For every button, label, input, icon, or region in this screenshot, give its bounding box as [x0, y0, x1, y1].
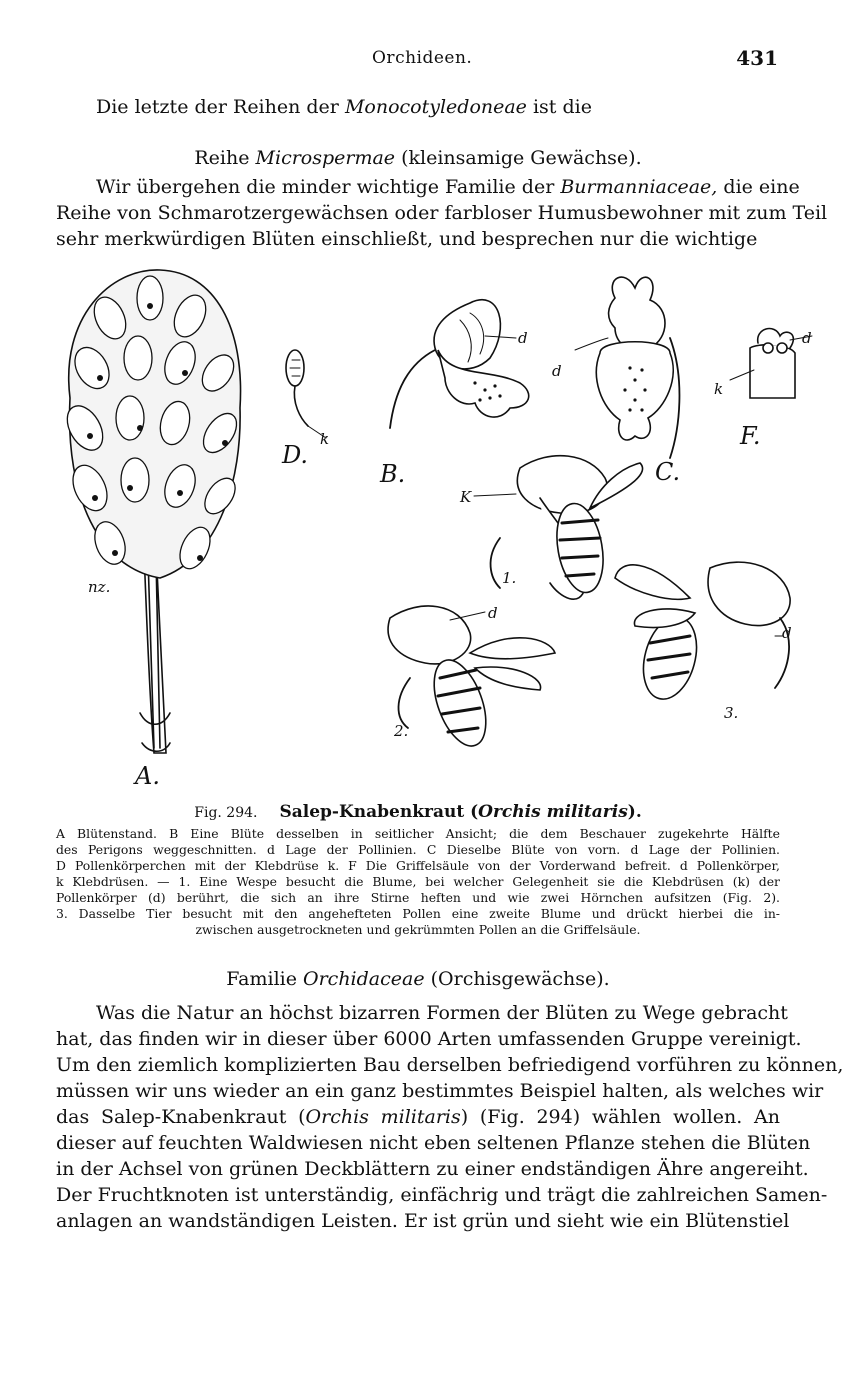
- label-k-D: k: [320, 430, 330, 448]
- label-2: 2.: [394, 722, 409, 740]
- caption-line: A Blütenstand. B Eine Blüte desselben in seitlicher Ansicht; die dem Beschauer zugekehrte Hälfte: [56, 826, 780, 841]
- label-A: A.: [135, 762, 160, 790]
- series-heading: Reihe Microspermae (kleinsamige Gewächse).: [194, 147, 642, 169]
- label-d-B: d: [518, 329, 528, 347]
- label-C: C.: [655, 458, 681, 486]
- body-line: Was die Natur an höchst bizarren Formen der Blüten zu Wege gebracht: [96, 1002, 788, 1024]
- caption-line: 3. Dasselbe Tier besucht mit den angehefteten Pollen eine zweite Blume und drückt hierbei die in-: [56, 906, 780, 921]
- label-nz: nz.: [88, 578, 111, 596]
- caption-line: D Pollenkörperchen mit der Klebdrüse k. F Die Griffelsäule von der Vorderwand befreit. d Pollenkörper,: [56, 858, 780, 873]
- body-line: Um den ziemlich komplizierten Bau derselben befriedigend vorführen zu können,: [56, 1054, 844, 1076]
- body-line: dieser auf feuchten Waldwiesen nicht eben seltenen Pflanze stehen die Blüten: [56, 1132, 811, 1154]
- label-1: 1.: [502, 569, 517, 587]
- figure-caption-title: Fig. 294. Salep-Knabenkraut (Orchis militaris).: [194, 802, 642, 822]
- body-line: müssen wir uns wieder an ein ganz bestimmtes Beispiel halten, als welches wir: [56, 1080, 824, 1102]
- label-D: D.: [282, 441, 309, 469]
- page-number: 431: [736, 46, 778, 70]
- caption-line: Pollenkörper (d) berührt, die sich an ihre Stirne heften und wie zwei Hörnchen aufsitzen (Fig. 2).: [56, 890, 780, 905]
- label-K-1: K: [460, 488, 472, 506]
- label-F: F.: [740, 422, 761, 450]
- intro-line: Die letzte der Reihen der Monocotyledoneae ist die: [96, 96, 592, 118]
- paragraph-line: Reihe von Schmarotzergewächsen oder farbloser Humusbewohner mit zum Teil: [56, 202, 828, 224]
- label-d-3: d: [782, 624, 792, 642]
- label-d-2: d: [488, 604, 498, 622]
- label-d-F: d: [802, 329, 812, 347]
- label-k-F: k: [714, 380, 724, 398]
- body-line: das Salep-Knabenkraut (Orchis militaris) (Fig. 294) wählen wollen. An: [56, 1106, 780, 1128]
- paragraph-line: Wir übergehen die minder wichtige Familie der Burmanniaceae, die eine: [96, 176, 800, 198]
- body-line: hat, das finden wir in dieser über 6000 Arten umfassenden Gruppe vereinigt.: [56, 1028, 802, 1050]
- paragraph-line: sehr merkwürdigen Blüten einschließt, und besprechen nur die wichtige: [56, 228, 758, 250]
- figure-294: [30, 258, 820, 798]
- caption-line: k Klebdrüsen. — 1. Eine Wespe besucht die Blume, bei welcher Gelegenheit sie die Klebdrüsen (k) der: [56, 874, 780, 889]
- label-3: 3.: [724, 704, 739, 722]
- body-line: Der Fruchtknoten ist unterständig, einfächrig und trägt die zahlreichen Samen-: [56, 1184, 828, 1206]
- running-head: [0, 46, 850, 72]
- body-line: in der Achsel von grünen Deckblättern zu einer endständigen Ähre angereiht.: [56, 1158, 809, 1180]
- caption-line: zwischen ausgetrockneten und gekrümmten Pollen an die Griffelsäule.: [195, 922, 641, 937]
- body-line: anlagen an wandständigen Leisten. Er ist grün und sieht wie ein Blütenstiel: [56, 1210, 790, 1232]
- label-B: B.: [380, 460, 406, 488]
- label-d-C: d: [552, 362, 562, 380]
- orchid-illustration: [30, 258, 820, 798]
- caption-line: des Perigons weggeschnitten. d Lage der Pollinien. C Dieselbe Blüte von vorn. d Lage der Pollinien.: [56, 842, 780, 857]
- family-heading: Familie Orchidaceae (Orchisgewächse).: [226, 968, 610, 990]
- running-title: Orchideen.: [372, 48, 473, 68]
